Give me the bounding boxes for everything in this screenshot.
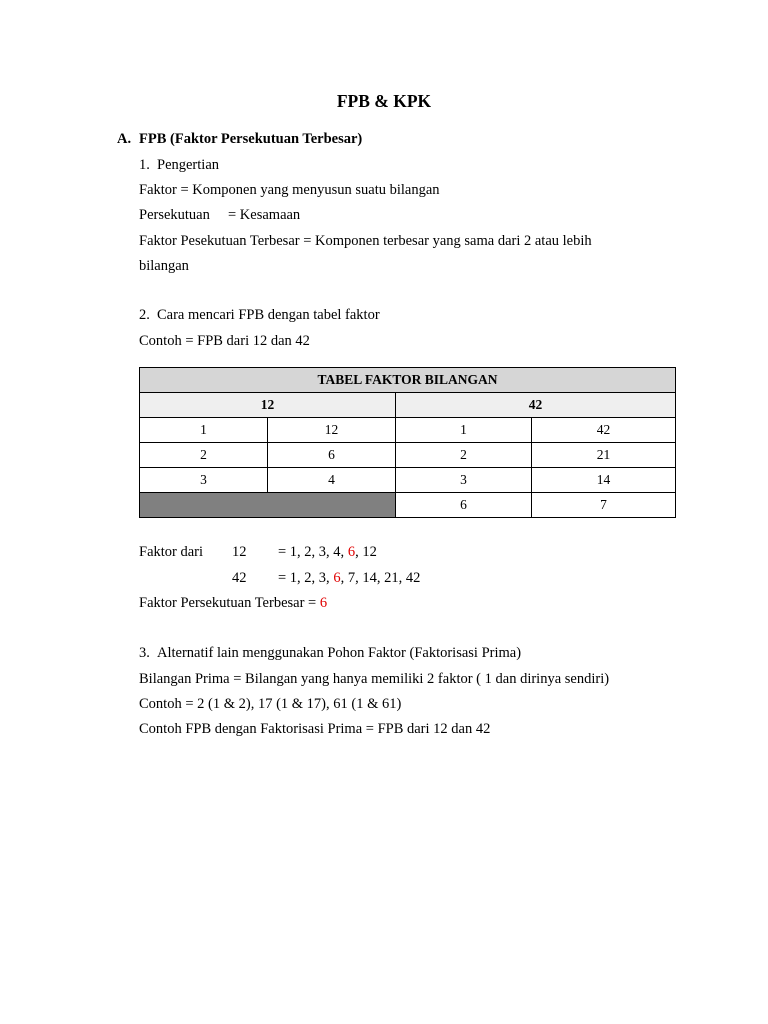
definition-line-fpb: Faktor Pesekutuan Terbesar = Komponen terbesar yang sama dari 2 atau lebih (139, 233, 592, 249)
factors-n1: 12 (232, 544, 247, 560)
item2-number: 2. (139, 307, 150, 323)
table-cell: 6 (268, 443, 396, 468)
table-cell: 6 (396, 493, 532, 518)
table-row (140, 443, 676, 468)
factors-n2-list: = 1, 2, 3, 6, 7, 14, 21, 42 (278, 570, 421, 586)
factors-label: Faktor dari (139, 544, 204, 560)
item3-number: 3. (139, 645, 150, 661)
table-row (140, 493, 676, 518)
table-row (140, 468, 676, 493)
table-cell: 42 (532, 418, 676, 443)
table-cell: 4 (268, 468, 396, 493)
table-cell: 2 (396, 443, 532, 468)
table-cell: 14 (532, 468, 676, 493)
definition-line-persekutuan: Persekutuan = Kesamaan (139, 207, 301, 223)
highlight-common-factor: 6 (333, 570, 341, 586)
prime-fpb-example: Contoh FPB dengan Faktorisasi Prima = FPB dari 12 dan 42 (139, 721, 491, 737)
definition-line-faktor: Faktor = Komponen yang menyusun suatu bilangan (139, 182, 440, 198)
item2-example: Contoh = FPB dari 12 dan 42 (139, 333, 310, 349)
factor-table-header-42: 42 (396, 393, 676, 418)
table-cell: 12 (268, 418, 396, 443)
table-cell: 3 (140, 468, 268, 493)
table-cell: 1 (140, 418, 268, 443)
document-title: FPB & KPK (336, 91, 432, 111)
highlight-common-factor: 6 (347, 544, 356, 560)
item1-number: 1. (139, 157, 150, 173)
factors-n1-list: = 1, 2, 3, 4, 6, 12 (278, 544, 377, 560)
shaded-empty-cell (140, 493, 396, 518)
prime-definition: Bilangan Prima = Bilangan yang hanya memiliki 2 faktor ( 1 dan dirinya sendiri) (139, 671, 610, 687)
factor-table-title: TABEL FAKTOR BILANGAN (140, 368, 676, 393)
section-a-heading: FPB (Faktor Persekutuan Terbesar) (139, 131, 363, 147)
definition-line-fpb-cont: bilangan (139, 258, 189, 274)
table-cell: 1 (396, 418, 532, 443)
table-cell: 2 (140, 443, 268, 468)
item3-heading: Alternatif lain menggunakan Pohon Faktor (Faktorisasi Prima) (157, 645, 522, 661)
fpb-result-value: 6 (319, 595, 328, 611)
fpb-result: Faktor Persekutuan Terbesar = 6 (139, 595, 328, 611)
table-cell: 21 (532, 443, 676, 468)
table-cell: 7 (532, 493, 676, 518)
table-cell: 3 (396, 468, 532, 493)
prime-examples: Contoh = 2 (1 & 2), 17 (1 & 17), 61 (1 & 61) (139, 696, 402, 712)
item2-heading: Cara mencari FPB dengan tabel faktor (157, 307, 380, 323)
item1-heading: Pengertian (157, 157, 220, 173)
factors-n2: 42 (232, 570, 247, 586)
section-a-marker: A. (117, 131, 132, 147)
factor-table-header-12: 12 (140, 393, 396, 418)
factor-table (139, 367, 676, 518)
table-row (140, 418, 676, 443)
